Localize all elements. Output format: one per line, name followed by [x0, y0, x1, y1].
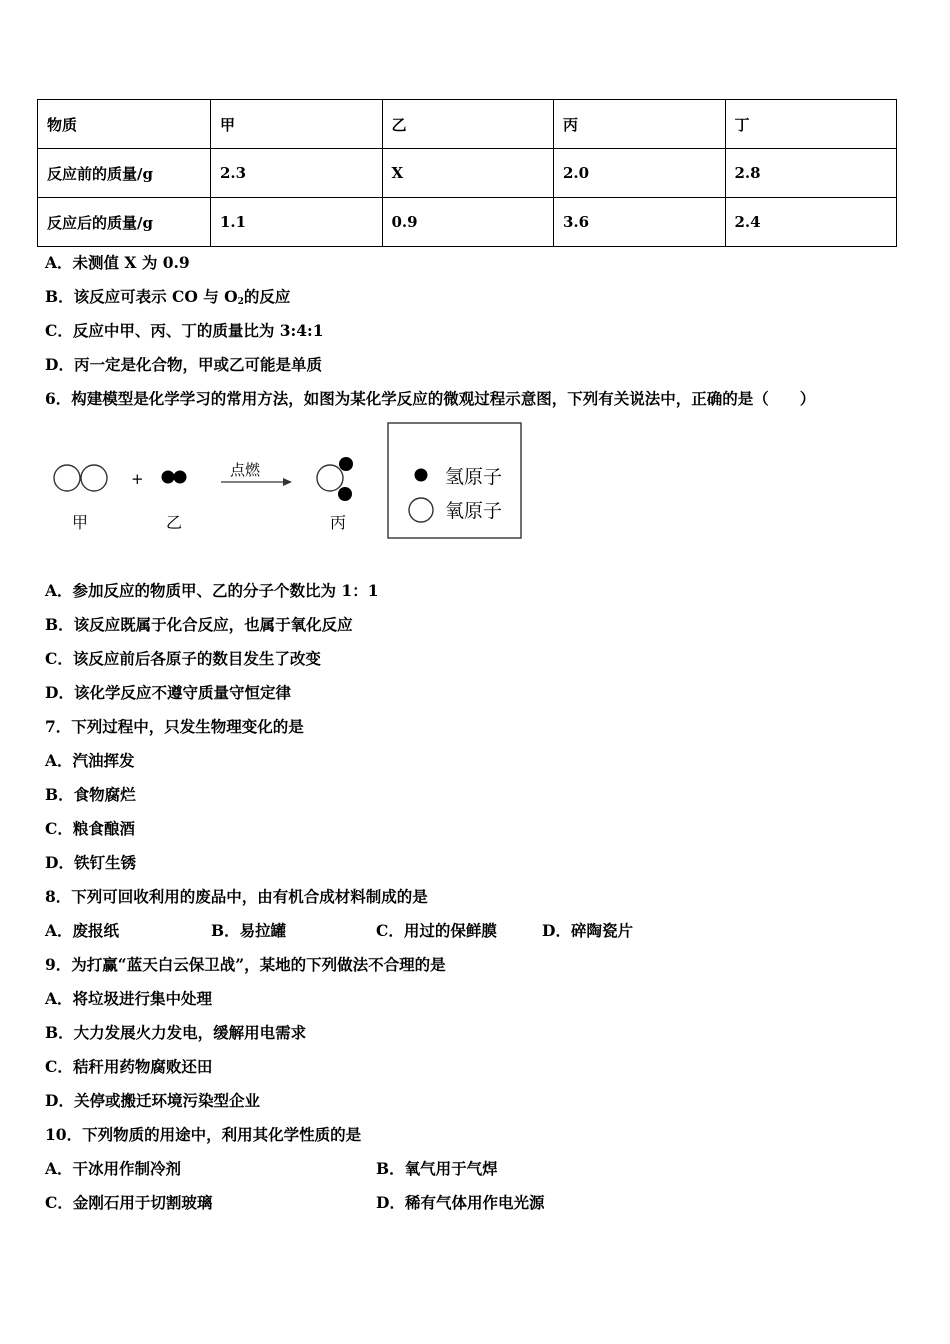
table-cell: 反应后的质量/g [38, 198, 211, 247]
label-jia: 甲 [72, 513, 89, 532]
q5-option-b-subscript: 2 [237, 297, 244, 307]
q5-option-d: D．丙一定是化合物，甲或乙可能是单质 [45, 355, 322, 374]
legend-hydrogen-label: 氢原子 [445, 466, 503, 488]
table-cell: 2.0 [554, 149, 726, 198]
q6-stem: 6．构建模型是化学学习的常用方法，如图为某化学反应的微观过程示意图，下列有关说法中，正确的是（ ） [45, 389, 816, 408]
q6-option-c: C．该反应前后各原子的数目发生了改变 [45, 649, 321, 668]
q5-option-b-suffix: 的反应 [243, 287, 291, 306]
q7-option-c: C．粮食酿酒 [45, 819, 135, 838]
table-header-row [38, 100, 897, 149]
table-cell: X [382, 149, 554, 198]
table-row [38, 198, 897, 247]
table-cell: 丙 [554, 100, 726, 149]
q8-option-b: B．易拉罐 [211, 921, 287, 940]
table-cell: 0.9 [382, 198, 554, 247]
q7-option-a: A．汽油挥发 [45, 751, 135, 770]
q10-stem: 10．下列物质的用途中，利用其化学性质的是 [45, 1125, 362, 1144]
table-cell: 反应前的质量/g [38, 149, 211, 198]
reaction-condition: 点燃 [230, 461, 261, 479]
q10-option-b: B．氧气用于气焊 [376, 1159, 498, 1178]
q5-option-b-prefix: B．该反应可表示 CO 与 O [45, 287, 238, 306]
table-cell: 乙 [382, 100, 554, 149]
q5-option-b [45, 287, 290, 312]
q8-option-c: C．用过的保鲜膜 [376, 921, 497, 940]
table-cell: 2.4 [725, 198, 897, 247]
q10-option-c: C．金刚石用于切割玻璃 [45, 1193, 213, 1212]
q7-option-b: B．食物腐烂 [45, 785, 136, 804]
label-yi: 乙 [166, 513, 183, 532]
q9-option-d: D．关停或搬迁环境污染型企业 [45, 1091, 260, 1110]
hydrogen-atom-icon [174, 471, 187, 484]
q7-stem: 7．下列过程中，只发生物理变化的是 [45, 717, 304, 736]
q6-option-d: D．该化学反应不遵守质量守恒定律 [45, 683, 291, 702]
oxygen-atom-icon [317, 465, 343, 491]
reaction-diagram [40, 420, 530, 545]
hydrogen-atom-icon [339, 457, 353, 471]
q10-option-d: D．稀有气体用作电光源 [376, 1193, 545, 1212]
table-cell: 3.6 [554, 198, 726, 247]
arrowhead-icon [283, 478, 292, 486]
oxygen-atom-icon [409, 498, 433, 522]
q8-stem: 8．下列可回收利用的废品中，由有机合成材料制成的是 [45, 887, 428, 906]
q10-option-a: A．干冰用作制冷剂 [45, 1159, 182, 1178]
table-cell: 物质 [38, 100, 211, 149]
oxygen-atom-icon [54, 465, 80, 491]
oxygen-atom-icon [81, 465, 107, 491]
q5-option-c: C．反应中甲、丙、丁的质量比为 3:4:1 [45, 321, 324, 340]
hydrogen-atom-icon [162, 471, 175, 484]
legend-oxygen-label: 氧原子 [445, 500, 503, 522]
q9-option-c: C．秸秆用药物腐败还田 [45, 1057, 213, 1076]
q6-option-b: B．该反应既属于化合反应，也属于氧化反应 [45, 615, 353, 634]
q8-option-d: D．碎陶瓷片 [542, 921, 633, 940]
table-cell: 甲 [211, 100, 383, 149]
q9-stem: 9．为打赢“蓝天白云保卫战”，某地的下列做法不合理的是 [45, 955, 446, 974]
q8-option-a: A．废报纸 [45, 921, 120, 940]
q5-option-a: A．未测值 X 为 0.9 [45, 253, 190, 272]
table-cell: 1.1 [211, 198, 383, 247]
plus-sign: + [131, 470, 144, 488]
q9-option-a: A．将垃圾进行集中处理 [45, 989, 213, 1008]
label-bing: 丙 [330, 513, 347, 532]
q9-option-b: B．大力发展火力发电，缓解用电需求 [45, 1023, 307, 1042]
hydrogen-atom-icon [415, 469, 428, 482]
mass-table [37, 99, 897, 247]
table-cell: 丁 [725, 100, 897, 149]
table-cell: 2.8 [725, 149, 897, 198]
table-row [38, 149, 897, 198]
q7-option-d: D．铁钉生锈 [45, 853, 136, 872]
table-cell: 2.3 [211, 149, 383, 198]
hydrogen-atom-icon [338, 487, 352, 501]
q6-option-a: A．参加反应的物质甲、乙的分子个数比为 1：1 [45, 581, 379, 600]
